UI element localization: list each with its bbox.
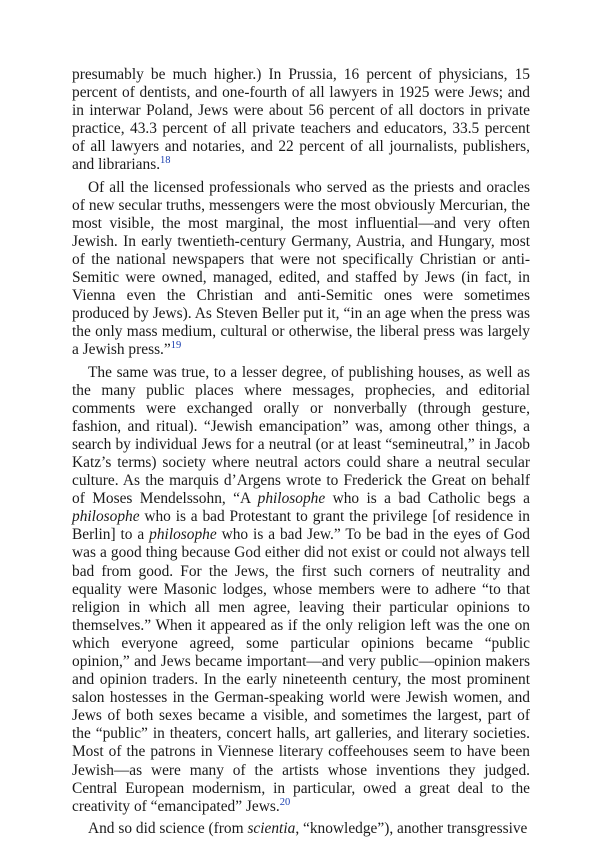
text-run: The same was true, to a lesser degree, of publishing houses, as well as the many public places where messages, prophecies, and editorial comments were exchanged orally or nonverbally (through gesture, fashion, and ritual). “Jewish emancipation” was, among other things, a search by individual Jews for a neutral (or at least “semineutral,” in Jacob Katz’s terms) society where neutral actors could share a neutral secular culture. As the marquis d’Argens wrote to Frederick the Great on behalf of Moses Mendelssohn, “A bbox=[72, 363, 530, 508]
paragraph-3 bbox=[72, 364, 530, 816]
text-run: who is a bad Protestant to grant the privilege [of residence in Berlin] to a bbox=[72, 508, 530, 544]
text-run: And so did science (from bbox=[88, 819, 248, 837]
footnote-ref-19[interactable]: 19 bbox=[170, 340, 182, 352]
text-run: who is a bad Catholic begs a bbox=[325, 490, 530, 508]
document-page bbox=[72, 66, 530, 842]
text-run: Of all the licensed professionals who served as the priests and oracles of new secular truths, messengers were the most obviously Mercurian, the most visible, the most marginal, the most influential—and very often Jewish. In early twentieth-century Germany, Austria, and Hungary, most of the national newspapers that were not specifically Christian or anti-Semitic were owned, managed, edited, and staffed by Jews (in fact, in Vienna even the Christian and anti-Semitic ones were sometimes produced by Jews). As Steven Beller put it, “in an age when the press was the only mass medium, cultural or otherwise, the liberal press was largely a Jewish press.” bbox=[72, 178, 530, 359]
text-run: , “knowledge”), another transgressive bbox=[295, 819, 528, 837]
paragraph-1 bbox=[72, 66, 530, 175]
footnote-ref-18[interactable]: 18 bbox=[160, 155, 171, 167]
italic-term: philosophe bbox=[149, 526, 217, 544]
italic-term: scientia bbox=[247, 819, 296, 837]
text-run: who is a bad Jew.” To be bad in the eyes of God was a good thing because God either did not exist or could not always tell bad from good. For the Jews, the first such corners of neutrality and equality were Masonic lodges, whose members were to adhere “to that religion in which all men agree, leaving their particular opinions to themselves.” When it appeared as if the only religion left was the one on which everyone agreed, some particular opinions became “public opinion,” and Jews became important—and very public—opinion makers and opinion traders. In the early nineteenth century, the most prominent salon hostesses in the German-speaking world were Jewish women, and Jews of both sexes became a visible, and sometimes the largest, part of the “public” in theaters, concert halls, art galleries, and literary societies. Most of the patrons in Viennese literary coffeehouses seem to have been Jewish—as were many of the artists whose inventions they judged. Central European modernism, in particular, owed a great deal to the creativity of “emancipated” Jews. bbox=[72, 526, 530, 815]
text-run: presumably be much higher.) In Prussia, 16 percent of physicians, 15 percent of dentists, and one-fourth of all lawyers in 1925 were Jews; and in interwar Poland, Jews were about 56 percent of all doctors in private practice, 43.3 percent of all private teachers and educators, 33.5 percent of all lawyers and notaries, and 22 percent of all journalists, publishers, and librarians. bbox=[72, 66, 530, 174]
footnote-ref-20[interactable]: 20 bbox=[279, 796, 291, 808]
italic-term: philosophe bbox=[72, 508, 140, 526]
paragraph-2 bbox=[72, 179, 530, 360]
paragraph-4 bbox=[72, 820, 530, 838]
italic-term: philosophe bbox=[257, 490, 326, 508]
